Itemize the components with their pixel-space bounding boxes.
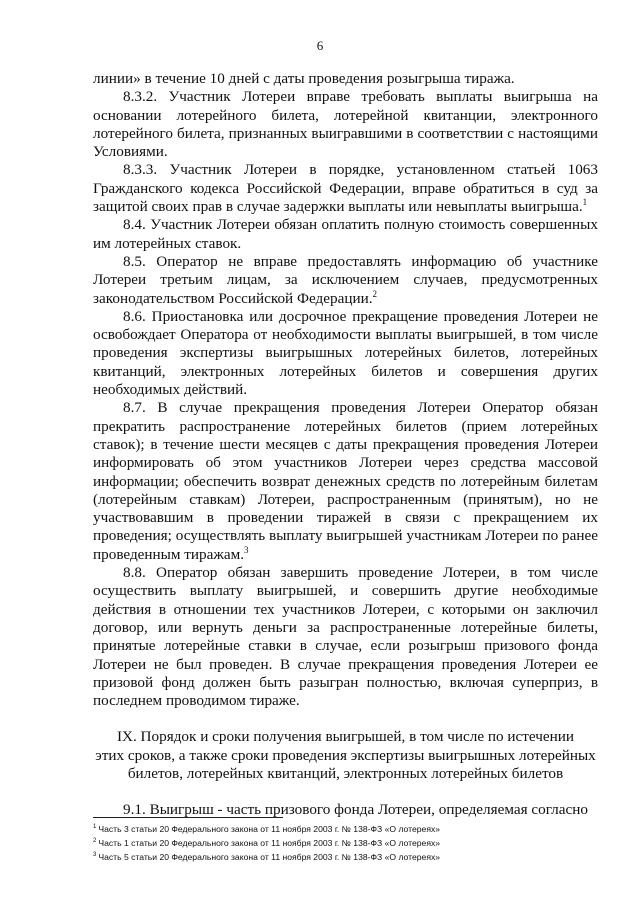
paragraph-text: 8.3.3. Участник Лотереи в порядке, установленном статьей 1063 Гражданского кодекса Российской Федерации, вправе обратиться в суд за защитой своих прав в случае задержки выплаты или невыплаты выигрыша. <box>93 161 598 216</box>
footnote-mark: 2 <box>93 838 97 845</box>
paragraph-text: линии» в течение 10 дней с даты проведения розыгрыша тиража. <box>93 70 515 87</box>
paragraph-text: 8.6. Приостановка или досрочное прекращение проведения Лотереи не освобождает Оператора от необходимости выплаты выигрышей, в том числе проведения экспертизы выигрышных лотерейных билетов, лотерейных квитанций, электронных лотерейных билетов и совершения других необходимых действий. <box>93 307 598 399</box>
paragraph-8-8 <box>93 564 598 710</box>
section-heading-line: этих сроков, а также сроки проведения экспертизы выигрышных лотерейных <box>95 746 596 764</box>
paragraph-8-4 <box>93 216 598 253</box>
footnote-reference: 1 <box>582 197 588 208</box>
footnote <box>93 836 598 850</box>
footnote-divider <box>93 817 283 818</box>
section-heading-line: билетов, лотерейных квитанций, электронных лотерейных билетов <box>127 764 564 782</box>
paragraph-8-5 <box>93 253 598 308</box>
paragraph-text: 8.4. Участник Лотереи обязан оплатить полную стоимость совершенных им лотерейных ставок. <box>93 216 598 252</box>
footnote-text: Часть 1 статьи 20 Федерального закона от 11 ноября 2003 г. № 138-ФЗ «О лотереях» <box>98 838 441 848</box>
paragraph-text: 8.8. Оператор обязан завершить проведение Лотереи, в том числе осуществить выплату выигрышей, и совершить другие необходимые действия в отношении тех участников Лотереи, с которыми он заключил договор, или вернуть деньги за распространенные лотерейные билеты, принятые лотерейные ставки в случае, если розыгрыш призового фонда Лотереи не был проведен. В случае прекращения проведения Лотереи ее призовой фонд должен быть разыгран полностью, включая суперприз, в последнем проводимом тираже. <box>93 564 598 710</box>
paragraph-8-3-3 <box>93 161 598 216</box>
document-body <box>93 70 598 820</box>
paragraph-8-7 <box>93 399 598 564</box>
footnote-text: Часть 5 статьи 20 Федерального закона от 11 ноября 2003 г. № 138-ФЗ «О лотереях» <box>98 852 441 862</box>
footnote-mark: 1 <box>93 824 97 831</box>
paragraph-8-3-2 <box>93 88 598 161</box>
paragraph-continuation <box>93 70 598 88</box>
footnote-text: Часть 3 статьи 20 Федерального закона от 11 ноября 2003 г. № 138-ФЗ «О лотереях» <box>98 824 441 834</box>
section-heading-ix <box>93 728 598 783</box>
footnote-reference: 3 <box>244 544 249 555</box>
paragraph-text: 8.5. Оператор не вправе предоставлять информацию об участнике Лотереи третьим лицам, за исключением случаев, предусмотренных законодательством Российской Федерации. <box>93 252 598 307</box>
footnote <box>93 822 598 836</box>
page-number: 6 <box>316 38 324 53</box>
paragraph-text: 8.7. В случае прекращения проведения Лотереи Оператор обязан прекратить распространение лотерейных билетов (прием лотерейных ставок); в течение шести месяцев с даты прекращения проведения Лотереи информировать об этом участников Лотереи через средства массовой информации; обеспечить возврат денежных средств по лотерейным билетам (лотерейным ставкам) Лотереи, распространенным (принятым), но не участвовавшим в проведении тиражей в связи с прекращением их проведения; осуществлять выплату выигрышей участникам Лотереи по ранее проведенным тиражам. <box>93 399 598 563</box>
section-heading-line: IX. Порядок и сроки получения выигрышей, в том числе по истечении <box>116 728 575 746</box>
footnote-mark: 3 <box>93 852 97 859</box>
footnote <box>93 850 598 864</box>
paragraph-text: 8.3.2. Участник Лотереи вправе требовать выплаты выигрыша на основании лотерейного билета, лотерейной квитанции, электронного лотерейного билета, признанных выигравшими в соответствии с настоящими Условиями. <box>93 88 598 161</box>
footnote-reference: 2 <box>372 288 378 299</box>
footnotes <box>93 822 598 864</box>
paragraph-8-6 <box>93 308 598 399</box>
paragraph-text: 9.1. Выигрыш - часть призового фонда Лотереи, определяемая согласно <box>123 801 588 819</box>
